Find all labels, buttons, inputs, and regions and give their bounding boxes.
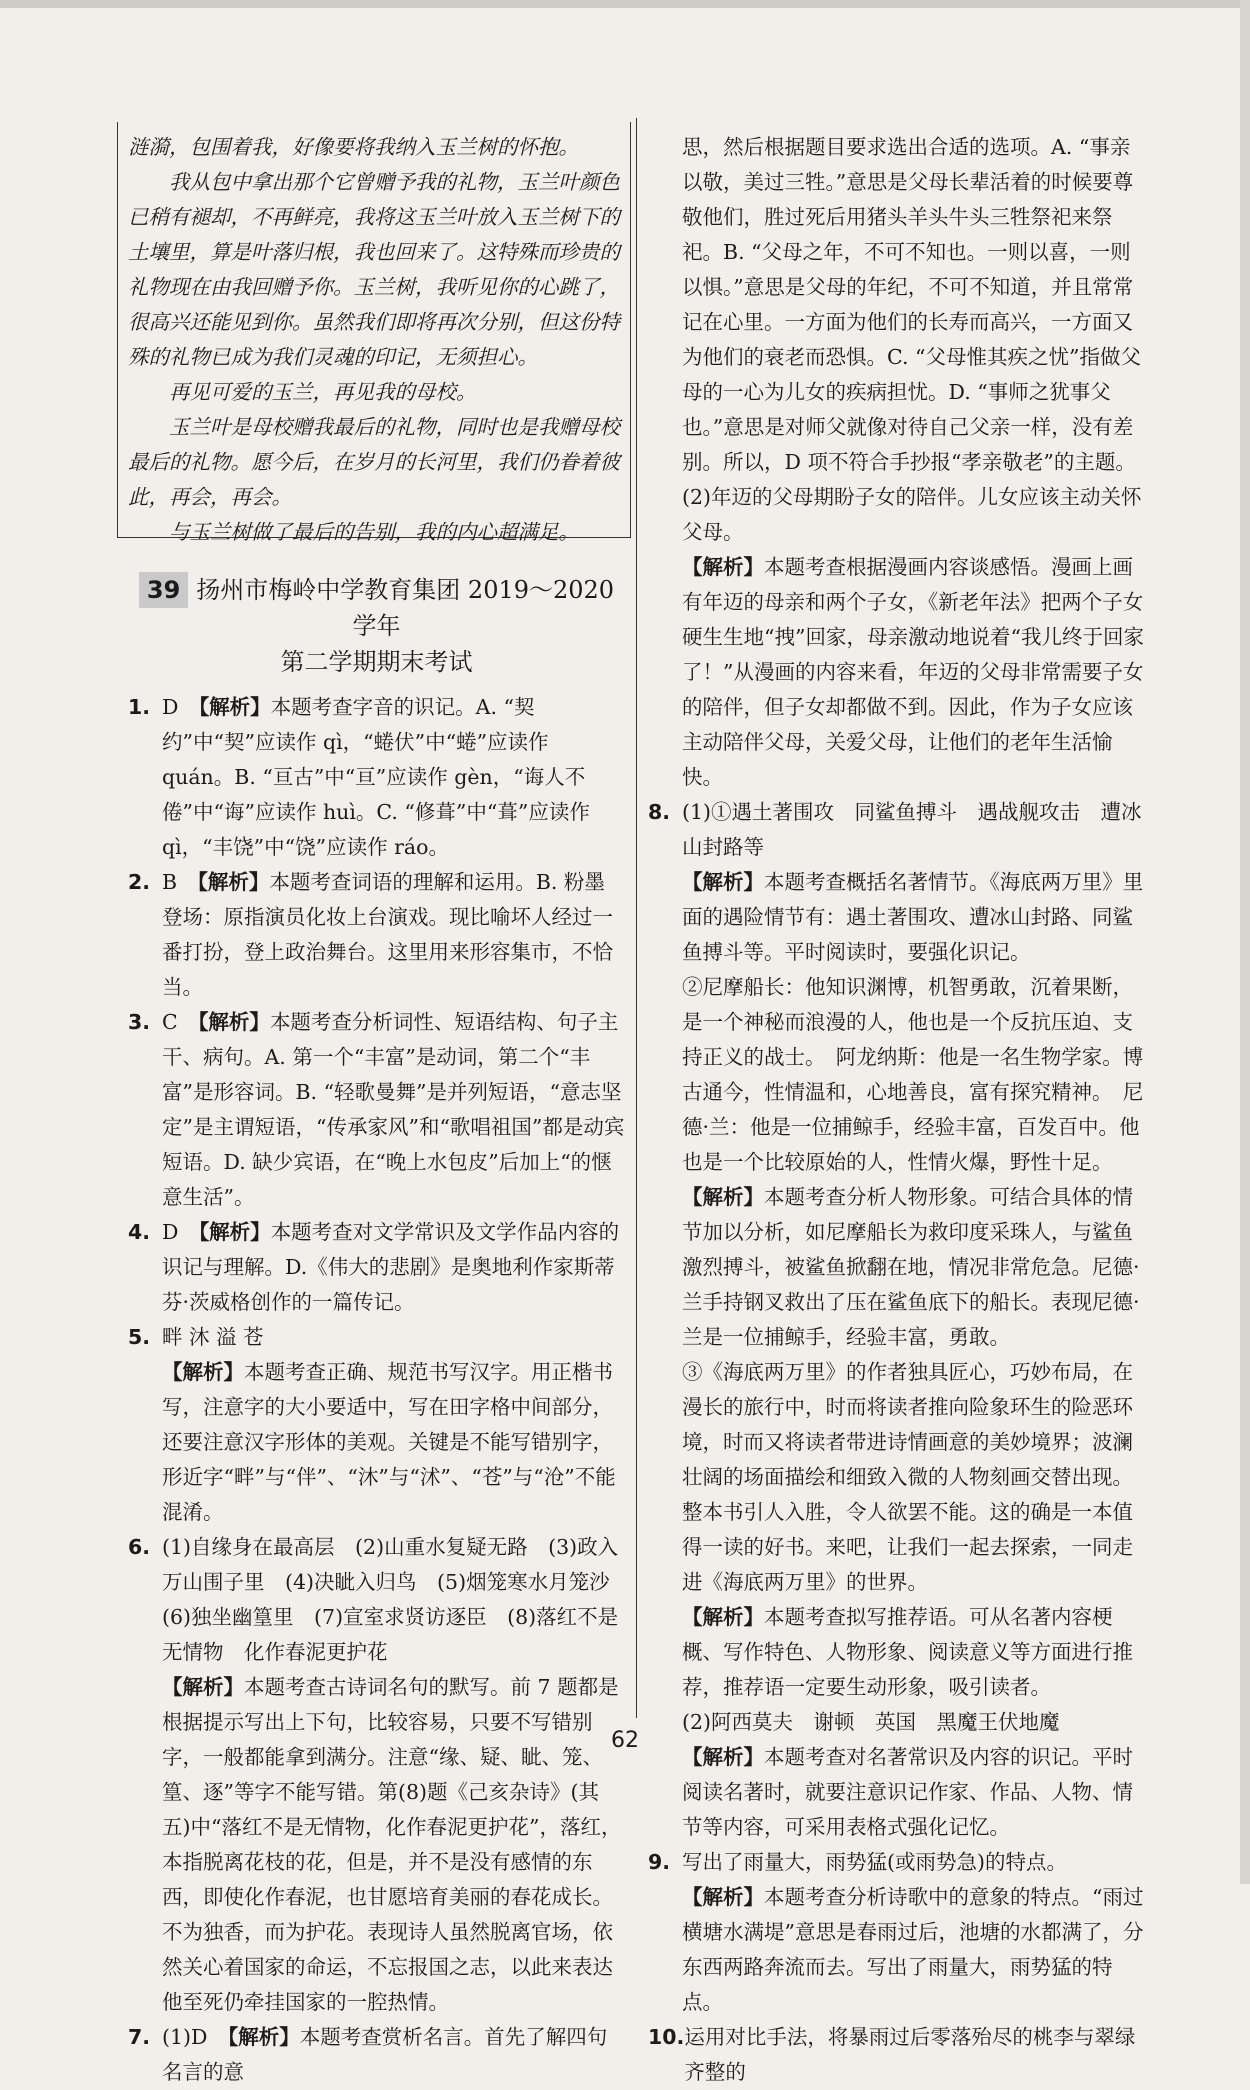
item-analysis: 本题考查分析词性、短语结构、句子主干、病句。A. 第一个“丰富”是动词，第二个“丰富”是形容词。B. “轻歌曼舞”是并列短语，“意志坚定”是主谓短语，“传承家风”和“歌唱祖国”都是动宾短语。D. 缺少宾语，在“晚上水包皮”后加上“的惬意生活”。: [162, 1010, 625, 1209]
q8-1-analysis: 本题考查概括名著情节。《海底两万里》里面的遇险情节有：遇土著围攻、遭冰山封路、同鲨鱼搏斗等。平时阅读时，要强化识记。: [682, 870, 1144, 964]
item-answer: C: [162, 1010, 178, 1034]
answer-item-8: [648, 795, 1145, 1845]
section-heading: [128, 572, 625, 680]
answer-item-5: [128, 1320, 625, 1530]
item-number: 4.: [128, 1220, 151, 1244]
item-answer: (1)D: [162, 2025, 208, 2049]
essay-paragraph: 与玉兰树做了最后的告别，我的内心超满足。: [169, 520, 579, 544]
q8-2-analysis: 本题考查分析人物形象。可结合具体的情节加以分析，如尼摩船长为救印度采珠人，与鲨鱼激烈搏斗，被鲨鱼掀翻在地，情况非常危急。尼德·兰手持钢叉救出了压在鲨鱼底下的船长。表现尼德·兰是一位捕鲸手，经验丰富，勇敢。: [682, 1185, 1140, 1349]
analysis-tag: 【解析】: [682, 1745, 764, 1769]
q8-4-answer: (2)阿西莫夫 谢顿 英国 黑魔王伏地魔: [682, 1710, 1060, 1734]
essay-paragraph: 再见可爱的玉兰，再见我的母校。: [169, 380, 477, 404]
q7-2-answer: (2)年迈的父母期盼子女的陪伴。儿女应该主动关怀父母。: [682, 485, 1142, 544]
left-column: [128, 130, 631, 2090]
q8-1-answer: (1)①遇土著围攻 同鲨鱼搏斗 遇战舰攻击 遭冰山封路等: [682, 800, 1142, 859]
analysis-tag: 【解析】: [198, 1220, 271, 1244]
item-answer: (1)自缘身在最高层 (2)山重水复疑无路 (3)政入万山围子里 (4)决眦入归鸟 (5)烟笼寒水月笼沙 (6)独坐幽篁里 (7)宣室求贤访逐臣 (8)落红不是无情物 化作春泥更护花: [162, 1535, 631, 1664]
item-number: 8.: [648, 800, 671, 824]
q8-4-analysis: 本题考查对名著常识及内容的识记。平时阅读名著时，就要注意识记作家、作品、人物、情节等内容，可采用表格式强化记忆。: [682, 1745, 1133, 1839]
item-analysis: 本题考查词语的理解和运用。B. 粉墨登场：原指演员化妆上台演戏。现比喻坏人经过一番打扮，登上政治舞台。这里用来形容集市，不恰当。: [162, 870, 613, 999]
analysis-tag: 【解析】: [682, 555, 764, 579]
item-analysis: 本题考查对文学常识及文学作品内容的识记与理解。D.《伟大的悲剧》是奥地利作家斯蒂芬·茨威格创作的一篇传记。: [162, 1220, 620, 1314]
section-title-line2: 第二学期期末考试: [280, 648, 473, 676]
q8-3-answer: ③《海底两万里》的作者独具匠心，巧妙布局，在漫长的旅行中，时而将读者推向险象环生的险恶环境，时而又将读者带进诗情画意的美妙境界；波澜壮阔的场面描绘和细致入微的人物刻画交替出现。整本书引人入胜，令人欲罢不能。这的确是一本值得一读的好书。来吧，让我们一起去探索，一同走进《海底两万里》的世界。: [682, 1360, 1133, 1594]
page-number: 62: [611, 1728, 639, 1753]
q8-2-answer: ②尼摩船长：他知识渊博，机智勇敢，沉着果断，是一个神秘而浪漫的人，他也是一个反抗压迫、支持正义的战士。 阿龙纳斯：他是一名生物学家。博古通今，性情温和，心地善良，富有探究精神。 尼德·兰：他是一位捕鲸手，经验丰富，百发百中。他也是一个比较原始的人，性情火爆，野性十足。: [682, 975, 1144, 1174]
item-answer: D: [162, 695, 179, 719]
item-answer: B: [162, 870, 178, 894]
section-number: 39: [139, 572, 188, 608]
analysis-tag: 【解析】: [682, 1605, 764, 1629]
q7-analysis-cont: 思，然后根据题目要求选出合适的选项。A. “事亲以敬，美过三牲。”意思是父母长辈活着的时候要尊敬他们，胜过死后用猪头羊头牛头三牲祭祀来祭祀。B. “父母之年，不可不知也。一则以喜，一则以惧。”意思是父母的年纪，不可不知道，并且常常记在心里。一方面为他们的长寿而高兴，一方面又为他们的衰老而恐惧。C. “父母惟其疾之忧”指做父母的一心为儿女的疾病担忧。D. “事师之犹事父也。”意思是对师父就像对待自己父亲一样，没有差别。所以，D 项不符合手抄报“孝亲敬老”的主题。: [682, 135, 1141, 474]
essay-text: [128, 130, 625, 550]
scan-edge-top: [0, 0, 1250, 8]
q10-answer: 运用对比手法，将暴雨过后零落殆尽的桃李与翠绿齐整的: [684, 2025, 1136, 2084]
q8-3-analysis: 本题考查拟写推荐语。可从名著内容梗概、写作特色、人物形象、阅读意义等方面进行推荐，推荐语一定要生动形象，吸引读者。: [682, 1605, 1133, 1699]
analysis-tag: 【解析】: [198, 1010, 270, 1034]
essay-paragraph: 我从包中拿出那个它曾赠予我的礼物，玉兰叶颜色已稍有褪却，不再鲜亮，我将这玉兰叶放入玉兰树下的土壤里，算是叶落归根，我也回来了。这特殊而珍贵的礼物现在由我回赠予你。玉兰树，我听见你的心跳了，很高兴还能见到你。虽然我们即将再次分别，但这份特殊的礼物已成为我们灵魂的印记，无须担心。: [128, 170, 620, 369]
answer-item-9: [648, 1845, 1145, 2020]
q7-2-analysis: 本题考查根据漫画内容谈感悟。漫画上画有年迈的母亲和两个子女，《新老年法》把两个子女硬生生地“拽”回家，母亲激动地说着“我儿终于回家了！”从漫画的内容来看，年迈的父母非常需要子女的陪伴，但子女却都做不到。因此，作为子女应该主动陪伴父母，关爱父母，让他们的老年生活愉快。: [682, 555, 1144, 789]
essay-paragraph: 涟漪，包围着我，好像要将我纳入玉兰树的怀抱。: [128, 135, 579, 159]
item-number: 7.: [128, 2025, 151, 2049]
analysis-tag: 【解析】: [197, 870, 270, 894]
item-number: 9.: [648, 1850, 671, 1874]
q9-analysis: 本题考查分析诗歌中的意象的特点。“雨过横塘水满堤”意思是春雨过后，池塘的水都满了，分东西两路奔流而去。写出了雨量大，雨势猛的特点。: [682, 1885, 1144, 2014]
item-analysis: 本题考查古诗词名句的默写。前 7 题都是根据提示写出上下句，比较容易，只要不写错别字，一般都能拿到满分。注意“缘、疑、眦、笼、篁、逐”等字不能写错。第(8)题《己亥杂诗》(其五)中“落红不是无情物，化作春泥更护花”，落红，本指脱离花枝的花，但是，并不是没有感情的东西，即使化作春泥，也甘愿培育美丽的春花成长。不为独香，而为护花。表现诗人虽然脱离官场，依然关心着国家的命运，不忘报国之志，以此来表达他至死仍牵挂国家的一腔热情。: [162, 1675, 622, 2014]
item-analysis: 本题考查正确、规范书写汉字。用正楷书写，注意字的大小要适中，写在田字格中间部分，还要注意汉字形体的美观。关键是不能写错别字，形近字“畔”与“伴”、“沐”与“沭”、“苍”与“沧”不能混淆。: [162, 1360, 616, 1524]
item-analysis: 本题考查赏析名言。首先了解四句名言的意: [162, 2025, 608, 2084]
q7-continued: [648, 130, 1145, 795]
answer-item-2: [128, 865, 625, 1005]
scan-edge-right: [1240, 0, 1250, 1884]
answer-item-1: [128, 690, 625, 865]
analysis-tag: 【解析】: [682, 1185, 764, 1209]
analysis-tag: 【解析】: [682, 870, 764, 894]
answer-item-4: [128, 1215, 625, 1320]
item-analysis: 本题考查字音的识记。A. “契约”中“契”应读作 qì，“蜷伏”中“蜷”应读作 quán。B. “亘古”中“亘”应读作 gèn，“诲人不倦”中“诲”应读作 huì。C. “修葺”中“葺”应读作 qì，“丰饶”中“饶”应读作 ráo。: [162, 695, 590, 859]
item-number: 5.: [128, 1325, 151, 1349]
item-number: 6.: [128, 1535, 151, 1559]
analysis-tag: 【解析】: [162, 1675, 244, 1699]
item-answer: 畔 沐 溢 苍: [162, 1325, 264, 1349]
essay-paragraph: 玉兰叶是母校赠我最后的礼物，同时也是我赠母校最后的礼物。愿今后，在岁月的长河里，我们仍眷着彼此，再会，再会。: [128, 415, 620, 509]
analysis-tag: 【解析】: [682, 1885, 764, 1909]
item-answer: D: [162, 1220, 179, 1244]
analysis-tag: 【解析】: [162, 1360, 244, 1384]
analysis-tag: 【解析】: [198, 695, 271, 719]
item-number: 1.: [128, 695, 151, 719]
right-column: [648, 130, 1145, 2090]
answer-item-3: [128, 1005, 625, 1215]
item-number: 2.: [128, 870, 151, 894]
answer-item-10: [648, 2020, 1145, 2090]
q9-answer: 写出了雨量大，雨势猛(或雨势急)的特点。: [682, 1850, 1067, 1874]
answer-item-6: [128, 1530, 631, 2020]
column-divider: [636, 118, 637, 1718]
analysis-tag: 【解析】: [227, 2025, 300, 2049]
item-number: 3.: [128, 1010, 151, 1034]
section-title-line1: 扬州市梅岭中学教育集团 2019～2020 学年: [196, 576, 615, 640]
answer-item-7: [128, 2020, 625, 2090]
item-number: 10.: [648, 2025, 685, 2049]
